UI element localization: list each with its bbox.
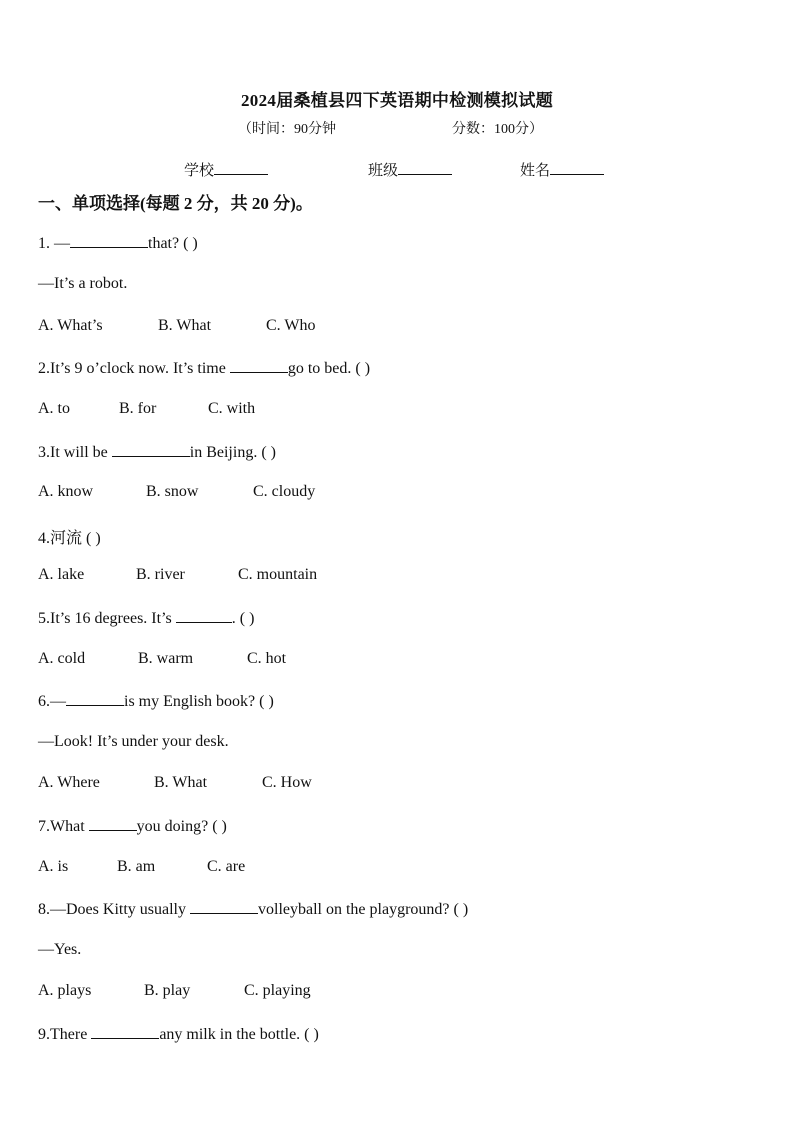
exam-time: （时间：90分钟 [238,122,336,137]
option-b[interactable]: B. river [136,566,185,583]
question-2-blank[interactable] [230,358,288,373]
question-6-stem [38,691,274,711]
question-2-stem [38,358,370,378]
class-label: 班级 [368,163,399,179]
question-7-text-end: you doing? ( ) [136,818,227,835]
option-a[interactable]: A. cold [38,650,86,667]
question-8-options [38,982,311,1000]
question-2-options [38,400,255,418]
question-6-blank[interactable] [66,691,124,706]
question-8-reply: —Yes. [38,941,82,958]
question-4-stem: 4.河流 ( ) [38,530,101,547]
question-8-blank[interactable] [190,899,258,914]
option-b[interactable]: B. am [117,858,156,875]
option-b[interactable]: B. What [158,317,212,334]
question-3-blank[interactable] [112,442,190,457]
school-field [184,159,268,180]
question-3-text-end: in Beijing. ( ) [189,444,276,461]
question-8-text-end: volleyball on the playground? ( ) [258,901,469,918]
question-3-text: 3.It will be [38,444,112,461]
name-field [520,159,604,180]
question-8-text: 8.—Does Kitty usually [38,901,190,918]
question-5-text-end: . ( ) [231,610,255,627]
question-9-stem [38,1024,319,1044]
question-1-blank[interactable] [70,233,148,248]
option-c[interactable]: C. hot [247,650,287,667]
question-5-options [38,650,286,668]
option-c[interactable]: C. playing [244,982,311,999]
option-a[interactable]: A. plays [38,982,92,999]
question-8-stem [38,899,468,919]
question-7-options [38,858,245,876]
question-3-stem [38,442,276,462]
option-a[interactable]: A. Where [38,774,100,791]
option-b[interactable]: B. snow [146,483,199,500]
option-c[interactable]: C. are [207,858,246,875]
question-6-text: 6.— [38,693,66,710]
question-1-stem [38,233,198,253]
question-7-stem [38,816,227,836]
option-c[interactable]: C. cloudy [253,483,316,500]
section-title: 一、单项选择(每题 2 分，共 20 分)。 [38,194,313,213]
question-6-text-end: is my English book? ( ) [124,693,274,710]
question-1-text: 1. — [38,235,70,252]
question-3-options [38,483,315,501]
option-a[interactable]: A. to [38,400,70,417]
exam-score: 分数：100分） [452,122,543,137]
question-1-options [38,317,315,335]
name-label: 姓名 [520,163,551,179]
question-9-text-end: any milk in the bottle. ( ) [159,1026,319,1043]
question-6-reply: —Look! It’s under your desk. [38,733,229,750]
option-b[interactable]: B. warm [138,650,194,667]
question-2-text: 2.It’s 9 o’clock now. It’s time [38,360,230,377]
question-7-blank[interactable] [89,816,137,831]
option-c[interactable]: C. Who [266,317,316,334]
class-field [368,159,452,180]
school-blank[interactable] [214,160,268,175]
question-7-text: 7.What [38,818,89,835]
option-c[interactable]: C. How [262,774,312,791]
question-9-blank[interactable] [91,1024,159,1039]
option-a[interactable]: A. is [38,858,69,875]
exam-title: 2024届桑植县四下英语期中检测模拟试题 [241,91,553,110]
class-blank[interactable] [398,160,452,175]
option-c[interactable]: C. with [208,400,256,417]
school-label: 学校 [184,163,215,179]
option-c[interactable]: C. mountain [238,566,318,583]
option-a[interactable]: A. know [38,483,94,500]
question-2-text-end: go to bed. ( ) [287,360,371,377]
question-1-reply: —It’s a robot. [38,275,128,292]
question-5-text: 5.It’s 16 degrees. It’s [38,610,176,627]
option-b[interactable]: B. What [154,774,208,791]
question-1-text-end: that? ( ) [148,235,198,252]
question-4-options [38,566,317,584]
option-a[interactable]: A. lake [38,566,85,583]
option-b[interactable]: B. play [144,982,191,999]
option-b[interactable]: B. for [119,400,157,417]
question-9-text: 9.There [38,1026,92,1043]
question-5-blank[interactable] [176,608,232,623]
name-blank[interactable] [550,160,604,175]
question-5-stem [38,608,254,628]
question-6-options [38,774,312,792]
option-a[interactable]: A. What’s [38,317,103,334]
